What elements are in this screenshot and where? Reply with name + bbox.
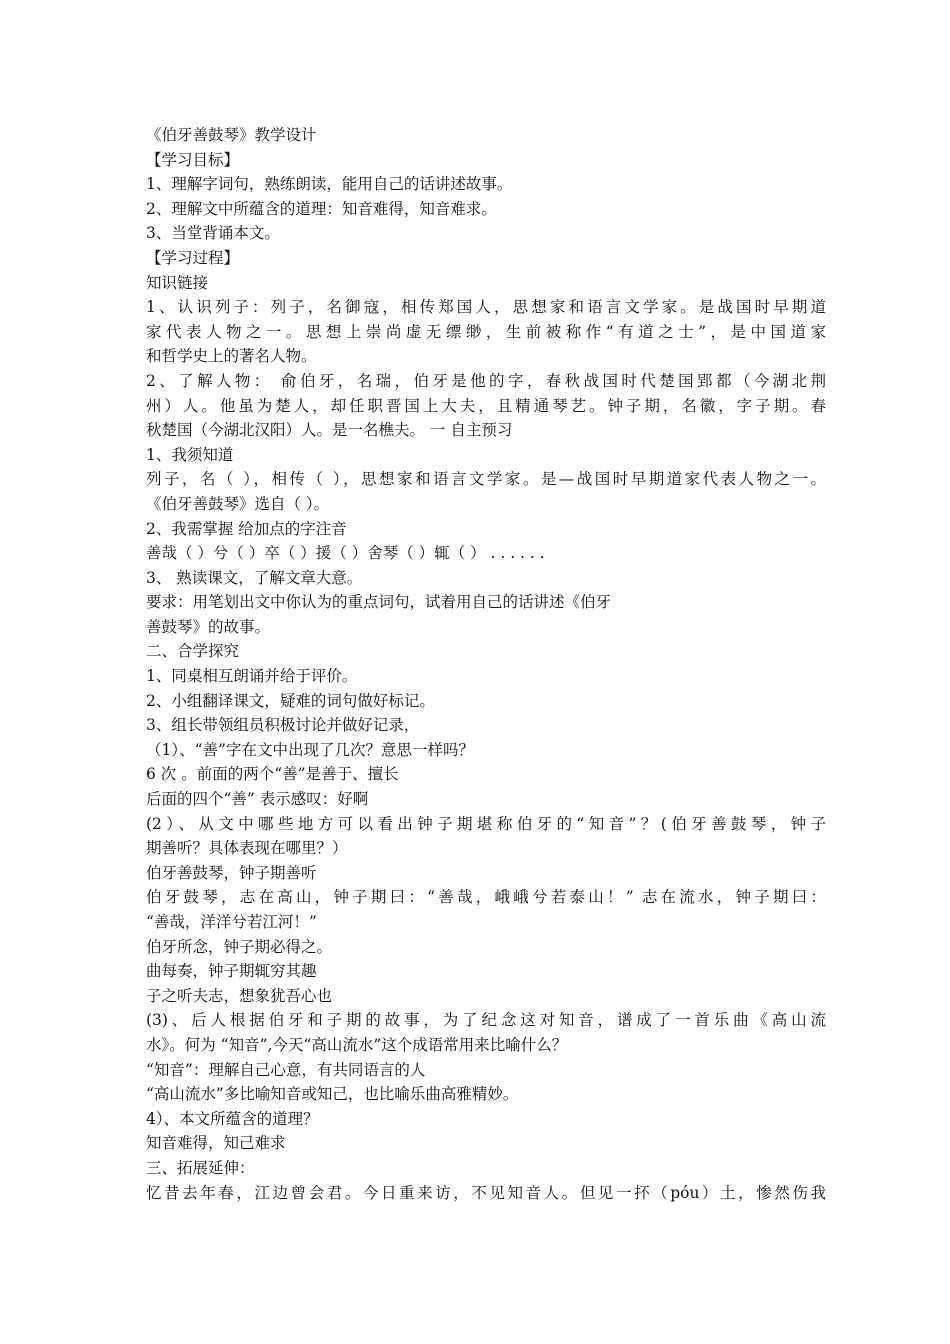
text-line: 3、当堂背诵本文。 [146,224,280,243]
text-line: 和哲学史上的著名人物。 [146,347,317,366]
text-line: “善哉，洋洋兮若江河！” [146,913,317,931]
text-line: 1、同桌相互朗诵并给于评价。 [146,667,358,686]
text-line: 1、理解字词句，熟练朗读，能用自己的话讲述故事。 [146,175,513,194]
text-line: 曲每奏，钟子期辄穷其趣 [146,962,317,981]
text-line: 3、组长带领组员积极讨论并做好记录， [146,716,420,735]
text-line: 3、 熟读课文，了解文章大意。 [146,568,363,587]
text-line: 善哉（ ）兮（ ）卒（ ）援（ ）舍琴（ ）辄（ ） . . . . . . [146,544,545,563]
text-line: 1、我须知道 [146,445,234,464]
text-line: 善鼓琴》的故事。 [146,617,271,636]
text-line: 2、理解文中所蕴含的道理：知音难得，知音难求。 [146,199,497,218]
text-line: 要求：用笔划出文中你认为的重点词句，试着用自己的话讲述《伯牙 [146,593,612,612]
text-line: 家代表人物之一。思想上崇尚虚无缥缈，生前被称作“有道之士”，是中国道家 [146,322,826,341]
text-line: 州）人。他虽为楚人，却任职晋国上大夫，且精通琴艺。钟子期，名徽，字子期。春 [146,396,826,415]
text-line: 4）、本文所蕴含的道理？ [146,1109,319,1128]
text-line: 2、我需掌握 给加点的字注音 [146,519,347,538]
text-line: 【学习过程】 [146,248,240,267]
text-line: 水》。何为 “知音”,今天“高山流水”这个成语常用来比喻什么？ [146,1035,568,1054]
text-line: 三、拓展延伸： [146,1158,255,1177]
text-line: 2、了解人物： 俞伯牙，名瑞，伯牙是他的字，春秋战国时代楚国郢都（今湖北荆 [146,371,826,390]
text-line: 伯牙鼓琴，志在高山，钟子期曰：“善哉，峨峨兮若泰山！” 志在流水，钟子期曰： [146,888,826,907]
text-line: 《伯牙善鼓琴》教学设计 [146,126,317,144]
text-line: 知识链接 [146,273,209,292]
text-line: 二、合学探究 [146,642,240,661]
text-line: 《伯牙善鼓琴》选自（ ）。 [146,494,330,513]
text-line: 秋楚国（今湖北汉阳）人。是一名樵夫。 一 自主预习 [146,421,513,440]
text-line: 忆昔去年春，江边曾会君。今日重来访，不见知音人。但见一抔（póu）土，惨然伤我 [146,1183,826,1202]
text-line: “知音”：理解自己心意，有共同语言的人 [146,1060,426,1079]
text-line: “高山流水”多比喻知音或知己，也比喻乐曲高雅精妙。 [146,1085,519,1104]
text-line: 期善听？具体表现在哪里？） [146,839,348,858]
document-page [146,123,826,1205]
text-line: 6 次 。前面的两个“善”是善于、擅长 [146,765,399,784]
text-line: 【学习目标】 [146,150,240,169]
text-line: 伯牙善鼓琴，钟子期善听 [146,863,317,882]
text-line: 后面的四个“善” 表示感叹：好啊 [146,790,369,809]
text-line: 1、认识列子：列子，名御寇，相传郑国人，思想家和语言文学家。是战国时早期道 [146,298,826,317]
text-line: 列子，名（ ），相传（ ），思想家和语言文学家。是—战国时早期道家代表人物之一。 [146,470,826,489]
text-line: (3)、后人根据伯牙和子期的故事，为了纪念这对知音，谱成了一首乐曲《高山流 [146,1011,826,1030]
text-line: 知音难得，知己难求 [146,1134,286,1153]
text-line: （1）、“善”字在文中出现了几次？意思一样吗？ [146,740,474,759]
text-line: (2）、从文中哪些地方可以看出钟子期堪称伯牙的“知音”？(伯牙善鼓琴，钟子 [146,814,826,833]
text-line: 2、小组翻译课文，疑难的词句做好标记。 [146,691,435,710]
text-line: 子之听夫志，想象犹吾心也 [146,986,333,1005]
text-line: 伯牙所念，钟子期必得之。 [146,937,333,956]
